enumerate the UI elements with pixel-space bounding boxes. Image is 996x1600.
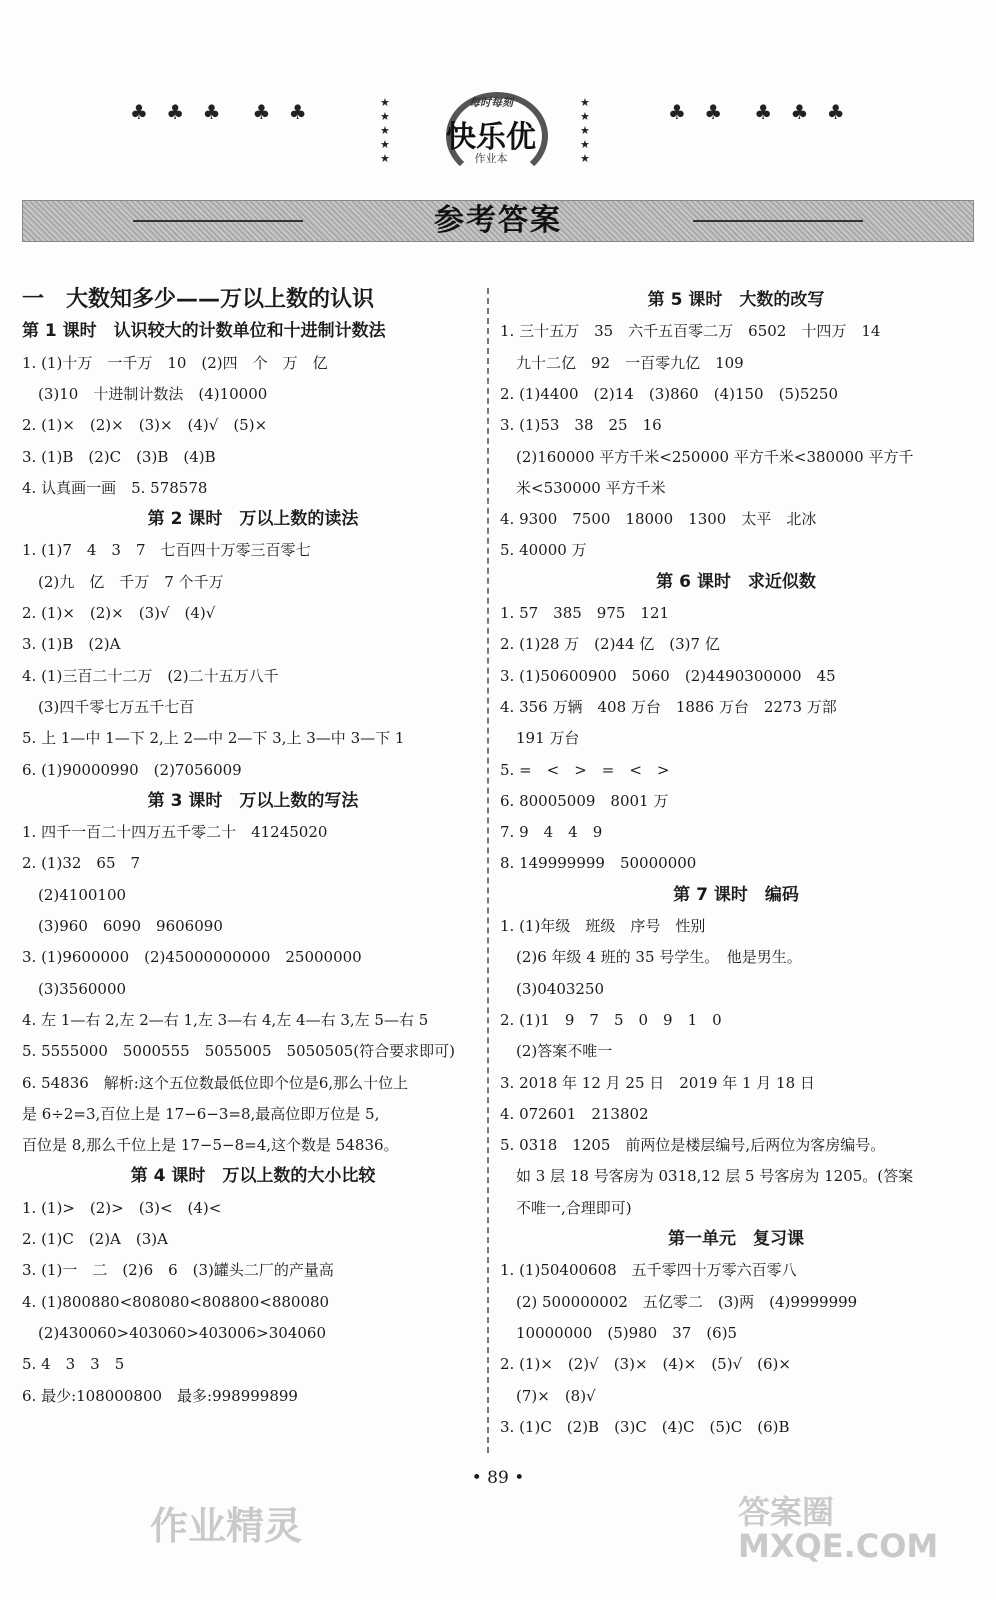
answer-line: (2)九 亿 千万 7 个千万 bbox=[38, 572, 224, 591]
lesson-heading: 第 5 课时 大数的改写 bbox=[647, 290, 825, 310]
answer-line: (2)160000 平方千米<250000 平方千米<380000 平方千 bbox=[516, 447, 914, 466]
star-icons-right: ★ ★ ★ ★ ★ bbox=[580, 96, 590, 165]
lesson-heading: 第 2 课时 万以上数的读法 bbox=[147, 509, 359, 530]
answer-line: 2. (1)C (2)A (3)A bbox=[22, 1230, 168, 1248]
clover-decoration-right: ♣ ♣ ♣ ♣ ♣ bbox=[668, 100, 851, 124]
answer-line: 1. (1)7 4 3 7 七百四十万零三百零七 bbox=[22, 541, 311, 560]
answer-line: 2. (1)32 65 7 bbox=[22, 854, 141, 873]
answer-line: 7. 9 4 4 9 bbox=[500, 823, 603, 842]
answer-line: (2)6 年级 4 班的 35 号学生。 他是男生。 bbox=[516, 948, 802, 967]
answer-line: 九十二亿 92 一百零九亿 109 bbox=[516, 353, 744, 372]
answer-line: 6. 80005009 8001 万 bbox=[500, 791, 669, 810]
answer-line: 3. (1)53 38 25 16 bbox=[500, 416, 662, 435]
title-banner bbox=[22, 200, 974, 242]
answer-line: 4. 左 1—右 2,左 2—右 1,左 3—右 4,左 4—右 3,左 5—右 5 bbox=[22, 1010, 429, 1029]
watermark-left: 作业精灵 bbox=[150, 1504, 303, 1548]
answer-line: 5. 上 1—中 1—下 2,上 2—中 2—下 3,上 3—中 3—下 1 bbox=[22, 729, 405, 748]
lesson-heading: 第 6 课时 求近似数 bbox=[656, 571, 816, 592]
star-icons-left: ★ ★ ★ ★ ★ bbox=[380, 96, 390, 165]
answer-line: 1. (1)年级 班级 序号 性别 bbox=[500, 917, 706, 935]
lesson-heading: 第一单元 复习课 bbox=[668, 1229, 804, 1249]
answer-line: 191 万台 bbox=[516, 729, 580, 748]
answer-line: 2. (1)4400 (2)14 (3)860 (4)150 (5)5250 bbox=[500, 384, 839, 403]
answer-line: 1. 57 385 975 121 bbox=[500, 604, 670, 622]
brand-logo bbox=[416, 88, 566, 174]
answer-line: 4. 9300 7500 18000 1300 太平 北冰 bbox=[500, 510, 817, 529]
answer-line: (2) 500000002 五亿零二 (3)两 (4)9999999 bbox=[516, 1292, 858, 1311]
logo-sub-text: 作业本 bbox=[474, 152, 508, 165]
lesson-heading: 第 1 课时 认识较大的计数单位和十进制计数法 bbox=[22, 321, 386, 342]
logo-main-text: 快乐优 bbox=[446, 120, 536, 155]
answer-line: 2. (1)× (2)× (3)× (4)√ (5)× bbox=[22, 416, 268, 435]
answer-line: (2)4100100 bbox=[38, 885, 127, 904]
answer-line: 百位是 8,那么千位上是 17−5−8=4,这个数是 54836。 bbox=[22, 1136, 399, 1155]
answer-line: 3. (1)一 二 (2)6 6 (3)罐头二厂的产量高 bbox=[22, 1261, 334, 1280]
answer-line: 1. 三十五万 35 六千五百零二万 6502 十四万 14 bbox=[500, 322, 881, 341]
answer-line: 4. (1)三百二十二万 (2)二十五万八千 bbox=[22, 666, 279, 685]
answer-line: 6. 最少:108000800 最多:998999899 bbox=[22, 1386, 298, 1405]
answer-line: 3. 2018 年 12 月 25 日 2019 年 1 月 18 日 bbox=[500, 1073, 815, 1092]
answer-line: 米<530000 平方千米 bbox=[516, 478, 666, 497]
lesson-heading: 第 7 课时 编码 bbox=[673, 884, 799, 905]
lesson-heading: 一 大数知多少——万以上数的认识 bbox=[22, 287, 375, 312]
answer-line: 3. (1)B (2)C (3)B (4)B bbox=[22, 447, 216, 466]
logo-top-text: 每时每刻 bbox=[469, 96, 513, 109]
page-number: • 89 • bbox=[471, 1468, 525, 1488]
answer-line: 1. (1)50400608 五千零四十万零六百零八 bbox=[500, 1261, 797, 1280]
column-divider bbox=[487, 288, 489, 1453]
answer-line: 4. 356 万辆 408 万台 1886 万台 2273 万部 bbox=[500, 697, 837, 716]
answer-line: (3)0403250 bbox=[516, 979, 605, 998]
answer-line: 如 3 层 18 号客房为 0318,12 层 5 号客房为 1205。(答案 bbox=[516, 1167, 914, 1186]
answer-line: 3. (1)9600000 (2)45000000000 25000000 bbox=[22, 948, 362, 967]
answer-line: 5. 0318 1205 前两位是楼层编号,后两位为客房编号。 bbox=[500, 1136, 886, 1155]
answer-line: 1. (1)十万 一千万 10 (2)四 个 万 亿 bbox=[22, 353, 328, 372]
answer-line: 3. (1)50600900 5060 (2)4490300000 45 bbox=[500, 666, 836, 685]
lesson-heading: 第 4 课时 万以上数的大小比较 bbox=[130, 1166, 376, 1187]
answer-line: (3)960 6090 9606090 bbox=[38, 917, 223, 935]
answer-line: 1. (1)> (2)> (3)< (4)< bbox=[22, 1198, 222, 1217]
answer-line: 2. (1)1 9 7 5 0 9 1 0 bbox=[500, 1010, 722, 1029]
answer-line: 3. (1)C (2)B (3)C (4)C (5)C (6)B bbox=[500, 1417, 790, 1436]
answer-line: 4. (1)800880<808080<808800<880080 bbox=[22, 1292, 330, 1311]
answer-line: (7)× (8)√ bbox=[516, 1386, 596, 1405]
answer-line: 5. = < > = < > bbox=[500, 760, 670, 779]
answer-line: 是 6÷2=3,百位上是 17−6−3=8,最高位即万位是 5, bbox=[22, 1104, 380, 1123]
watermark-right: 答案圈 MXQE.COM bbox=[738, 1493, 939, 1565]
answer-line: (3)四千零七万五千七百 bbox=[38, 697, 195, 716]
answer-line: 4. 认真画一画 5. 578578 bbox=[22, 478, 208, 497]
answer-line: 2. (1)× (2)× (3)√ (4)√ bbox=[22, 604, 216, 622]
answer-line: 6. (1)90000990 (2)7056009 bbox=[22, 760, 242, 779]
answer-line: 不唯一,合理即可) bbox=[516, 1198, 632, 1217]
answer-line: 3. (1)B (2)A bbox=[22, 635, 121, 654]
answer-line: 4. 072601 213802 bbox=[500, 1104, 649, 1123]
answer-line: 6. 54836 解析:这个五位数最低位即个位是6,那么十位上 bbox=[22, 1073, 409, 1092]
answer-line: (3)10 十进制计数法 (4)10000 bbox=[38, 384, 268, 403]
answer-line: 5. 4 3 3 5 bbox=[22, 1355, 125, 1374]
clover-decoration-left: ♣ ♣ ♣ ♣ ♣ bbox=[130, 100, 313, 124]
answer-line: (2)430060>403060>403006>304060 bbox=[38, 1323, 326, 1342]
answer-line: (2)答案不唯一 bbox=[516, 1042, 613, 1061]
answer-line: 8. 149999999 50000000 bbox=[500, 854, 697, 873]
answer-line: 2. (1)× (2)√ (3)× (4)× (5)√ (6)× bbox=[500, 1355, 791, 1374]
answer-line: 2. (1)28 万 (2)44 亿 (3)7 亿 bbox=[500, 635, 720, 654]
answer-line: (3)3560000 bbox=[38, 979, 127, 998]
answer-line: 10000000 (5)980 37 (6)5 bbox=[516, 1323, 738, 1342]
answer-line: 5. 5555000 5000555 5055005 5050505(符合要求即可) bbox=[22, 1042, 456, 1061]
page-title: 参考答案 bbox=[434, 203, 562, 238]
answer-line: 1. 四千一百二十四万五千零二十 41245020 bbox=[22, 823, 328, 842]
lesson-heading: 第 3 课时 万以上数的写法 bbox=[147, 790, 359, 811]
answer-line: 5. 40000 万 bbox=[500, 541, 587, 560]
